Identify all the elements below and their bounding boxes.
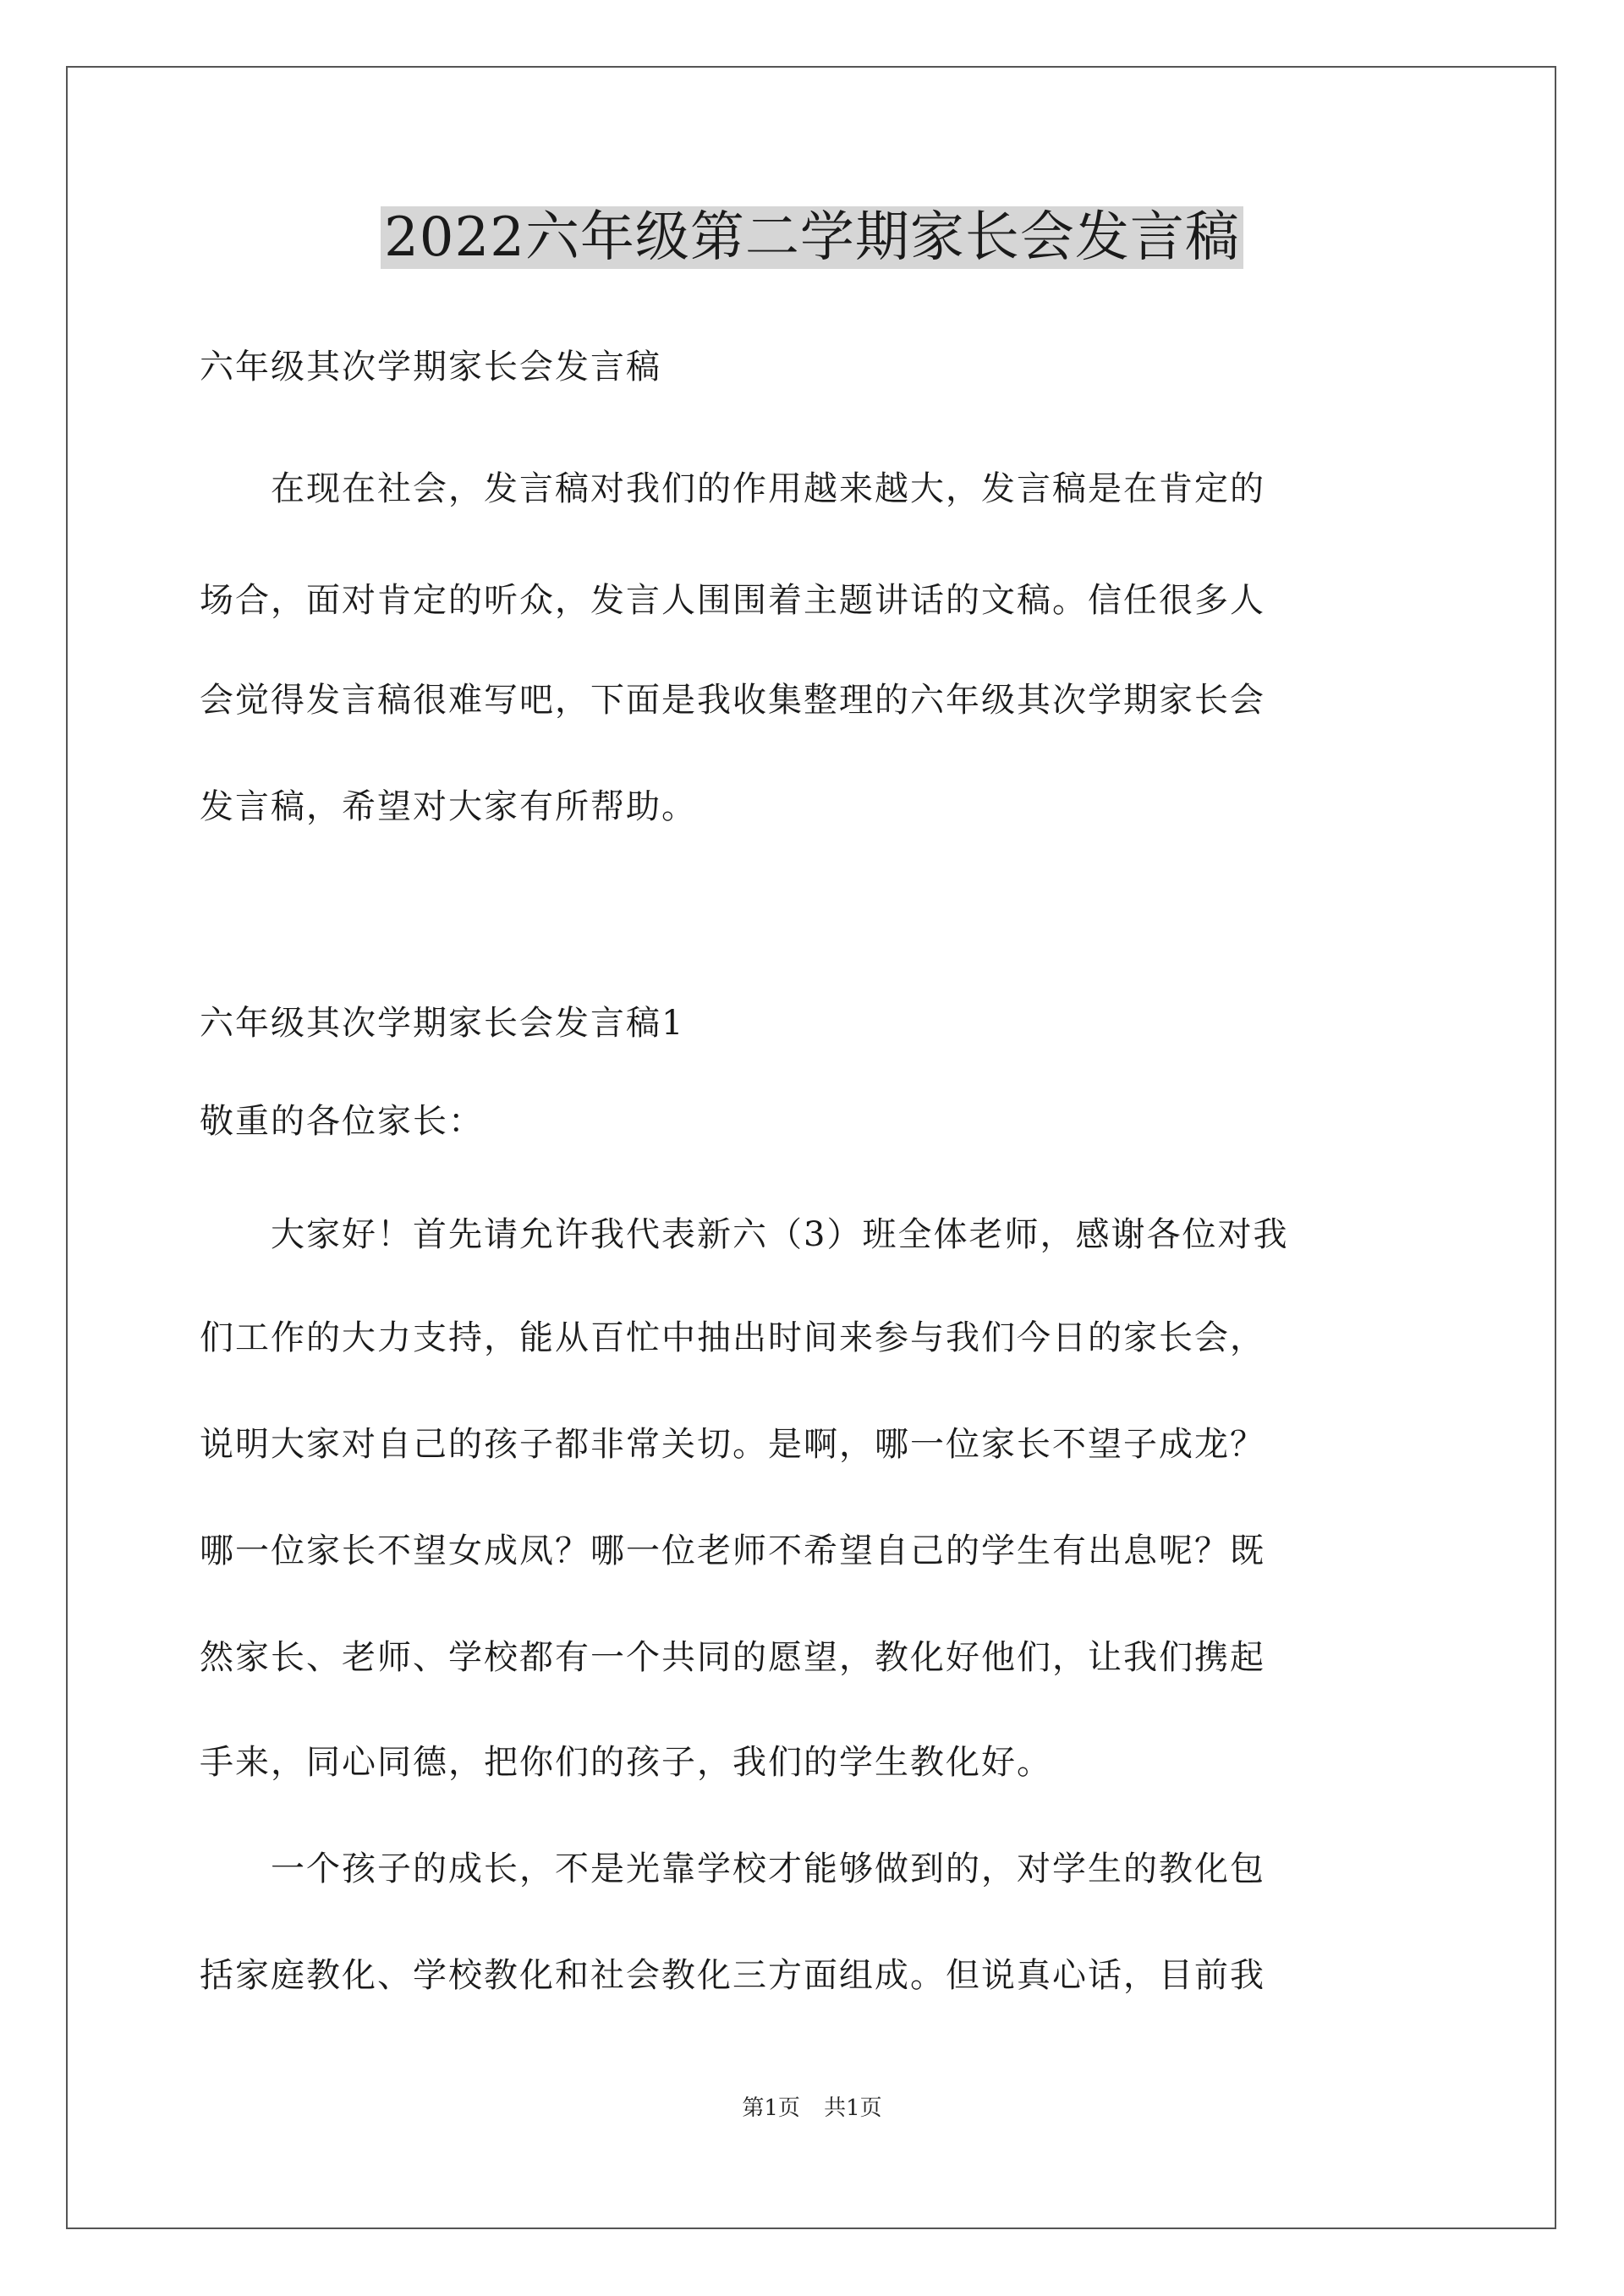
page-number: 第1页 <box>742 2096 800 2121</box>
body-line: 们工作的大力支持，能从百忙中抽出时间来参与我们今日的家长会， <box>200 1318 1265 1357</box>
body-line: 括家庭教化、学校教化和社会教化三方面组成。但说真心话，目前我 <box>200 1956 1265 1995</box>
body-line: 在现在社会，发言稿对我们的作用越来越大，发言稿是在肯定的 <box>200 469 1265 508</box>
body-line: 场合，面对肯定的听众，发言人围围着主题讲话的文稿。信任很多人 <box>200 581 1265 620</box>
subtitle-line: 六年级其次学期家长会发言稿 <box>200 348 661 386</box>
section-heading: 六年级其次学期家长会发言稿1 <box>200 1004 685 1043</box>
document-title-text: 2022六年级第二学期家长会发言稿 <box>381 206 1243 269</box>
body-line: 发言稿，希望对大家有所帮助。 <box>200 787 697 826</box>
body-line: 哪一位家长不望女成凤？哪一位老师不希望自己的学生有出息呢？既 <box>200 1532 1265 1570</box>
body-line: 一个孩子的成长，不是光靠学校才能够做到的，对学生的教化包 <box>200 1849 1265 1888</box>
document-title <box>0 200 1624 276</box>
body-line: 说明大家对自己的孩子都非常关切。是啊，哪一位家长不望子成龙？ <box>200 1425 1265 1464</box>
salutation: 敬重的各位家长： <box>200 1102 484 1141</box>
page-total: 共1页 <box>824 2096 882 2121</box>
body-line: 然家长、老师、学校都有一个共同的愿望，教化好他们，让我们携起 <box>200 1638 1265 1677</box>
body-line: 大家好！首先请允许我代表新六（3）班全体老师，感谢各位对我 <box>200 1215 1289 1254</box>
page-footer <box>0 2091 1624 2122</box>
body-line: 会觉得发言稿很难写吧，下面是我收集整理的六年级其次学期家长会 <box>200 681 1265 720</box>
body-line: 手来，同心同德，把你们的孩子，我们的学生教化好。 <box>200 1743 1052 1782</box>
